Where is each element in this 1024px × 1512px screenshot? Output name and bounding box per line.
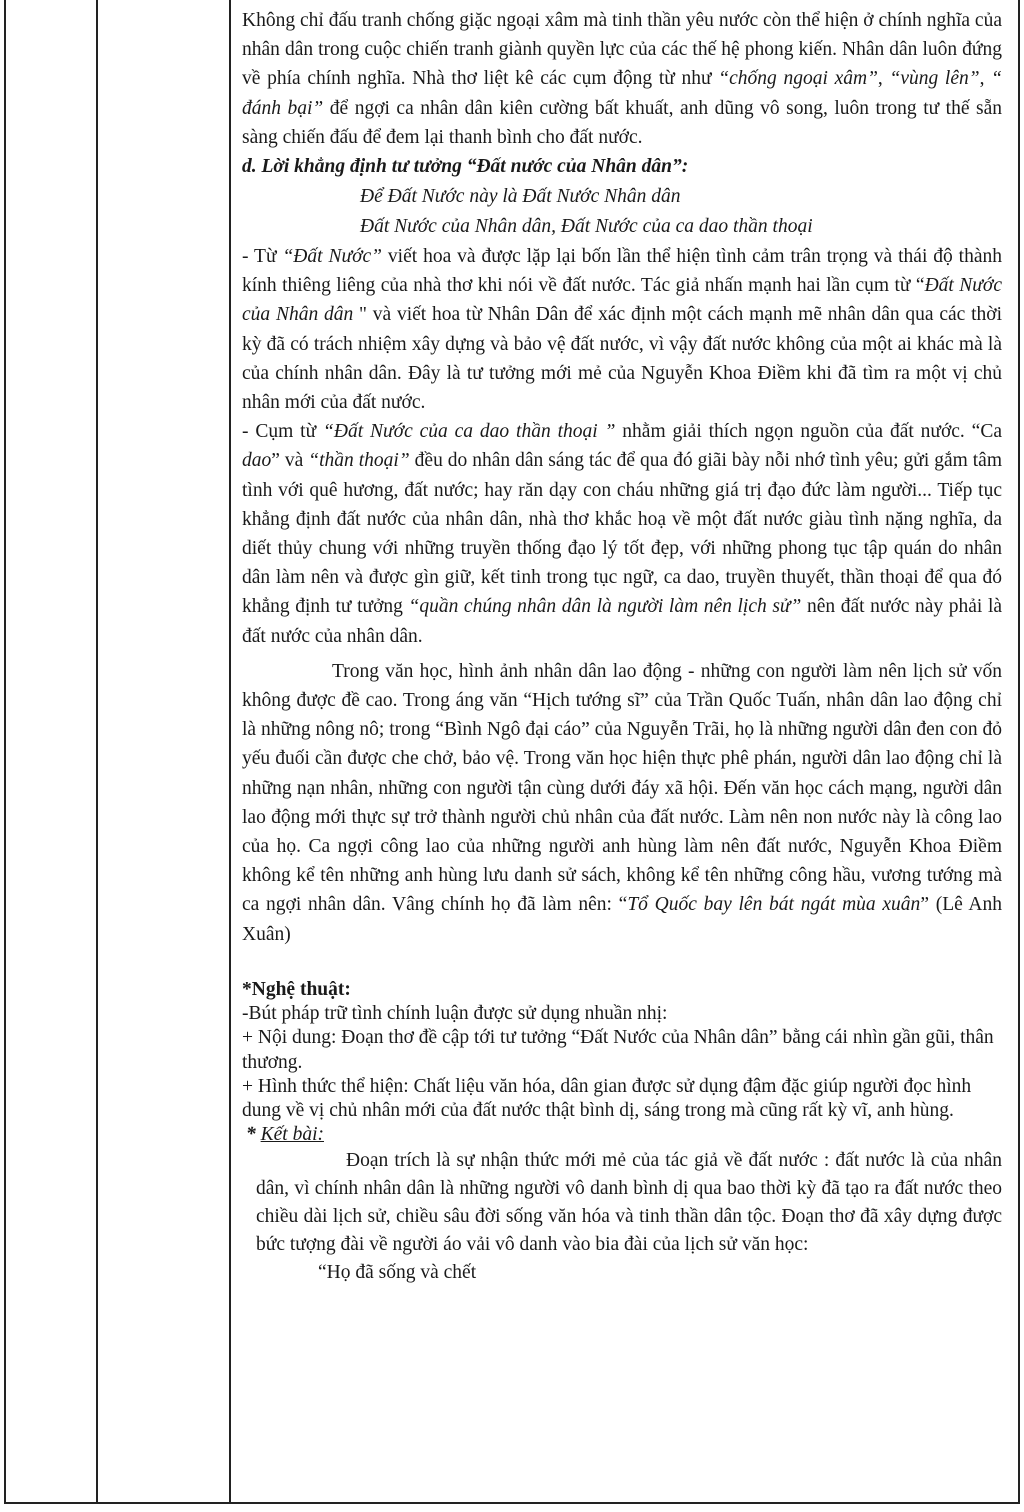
column-divider-2 — [229, 0, 231, 1504]
content-cell — [242, 6, 1002, 1287]
conclusion-paragraph: Đoạn trích là sự nhận thức mới mẻ của tác giả về đất nước : đất nước là của nhân dân, vì chính nhân dân là những người vô danh bình dị qua bao thời kỳ đã tạo ra đất nước theo chiều dài lịch sử, chiều sâu đời sống văn hóa và tinh thần dân tộc. Đoạn thơ đã xây dựng được bức tượng đài về người áo vải vô danh vào bia đài của lịch sử văn học: — [256, 1150, 1002, 1256]
art-line-1: -Bút pháp trữ tình chính luận được sử dụng nhuần nhị: — [242, 1003, 668, 1025]
verse-line-1: Để Đất Nước này là Đất Nước Nhân dân — [360, 186, 681, 208]
paragraph-dat-nuoc: - Từ “Đất Nước” viết hoa và được lặp lại bốn lần thể hiện tình cảm trân trọng và thái độ thành kính thiêng liêng của nhà thơ khi nói về đất nước. Tác giả nhấn mạnh hai lần cụm từ “Đất Nước của Nhân dân " và viết hoa từ Nhân Dân để xác định một cách mạnh mẽ nhân dân qua các thời kỳ đã có trách nhiệm xây dựng và bảo vệ đất nước, vì vậy đất nước không của một ai khác mà là của chính nhân dân. Đây là tư tưởng mới mẻ của Nguyễn Khoa Điềm khi đã tìm ra một vị chủ nhân mới của đất nước. — [242, 246, 1002, 414]
art-heading: *Nghệ thuật: — [242, 978, 351, 1000]
art-line-3: + Hình thức thể hiện: Chất liệu văn hóa, dân gian được sử dụng đậm đặc giúp người đọc hình dung về vị chủ nhân mới của đất nước thật bình dị, sáng trong mà cũng rất kỳ vĩ, anh hùng. — [242, 1075, 972, 1121]
conclusion-heading: * Kết bài: — [246, 1124, 324, 1146]
section-heading-d: d. Lời khẳng định tư tưởng “Đất nước của Nhân dân”: — [242, 156, 689, 178]
verse-line-2: Đất Nước của Nhân dân, Đất Nước của ca dao thần thoại — [360, 216, 813, 238]
conclusion-block — [242, 1147, 1002, 1287]
spacer — [242, 949, 1002, 978]
paragraph-literature: Trong văn học, hình ảnh nhân dân lao động - những con người làm nên lịch sử vốn không được đề cao. Trong áng văn “Hịch tướng sĩ” của Trần Quốc Tuấn, nhân dân lao động chỉ là những nông nô; trong “Bình Ngô đại cáo” của Nguyễn Trãi, họ là những người dân đen con đỏ yếu đuối cần được che chở, bảo vệ. Trong văn học hiện thực phê phán, người dân lao động chỉ là những nạn nhân, những con người tận cùng dưới đáy xã hội. Đến văn học cách mạng, người dân lao động mới thực sự trở thành người chủ nhân của đất nước. Làm nên non nước này là công lao của họ. Ca ngợi công lao của những người anh hùng làm nên đất nước, Nguyễn Khoa Điềm không kể tên những anh hùng lưu danh sử sách, không kể tên những công hầu, vương tướng mà ca ngợi nhân dân. Vâng chính họ đã làm nên: “Tổ Quốc bay lên bát ngát mùa xuân” (Lê Anh Xuân) — [242, 660, 1002, 945]
paragraph-ca-dao: - Cụm từ “Đất Nước của ca dao thần thoại ” nhằm giải thích ngọn nguồn của đất nước. “Ca dao” và “thần thoại” đều do nhân dân sáng tác để qua đó giãi bày nỗi nhớ tình yêu; gửi gắm tâm tình với quê hương, đất nước; hay răn dạy con cháu những giá trị đạo đức làm người... Tiếp tục khẳng định đất nước của nhân dân, nhà thơ khắc hoạ về một đất nước giàu tình nặng nghĩa, da diết thủy chung với những truyền thống đạo lý tốt đẹp, với những phong tục tập quán do nhân dân làm nên và được gìn giữ, kết tinh trong tục ngữ, ca dao, truyền thuyết, thần thoại để qua đó khẳng định tư tưởng “quần chúng nhân dân là người làm nên lịch sử” nên đất nước này phải là đất nước của nhân dân. — [242, 421, 1003, 647]
conclusion-quote: “Họ đã sống và chết — [318, 1262, 477, 1284]
column-divider-1 — [96, 0, 98, 1504]
art-line-2: + Nội dung: Đoạn thơ đề cập tới tư tưởng “Đất Nước của Nhân dân” bằng cái nhìn gần gũi, thân thương. — [242, 1027, 994, 1073]
paragraph-patriotism: Không chỉ đấu tranh chống giặc ngoại xâm mà tinh thần yêu nước còn thể hiện ở chính nghĩa của nhân dân trong cuộc chiến tranh giành quyền lực của các thế hệ phong kiến. Nhân dân luôn đứng về phía chính nghĩa. Nhà thơ liệt kê các cụm động từ như “chống ngoại xâm”, “vùng lên”, “ đánh bại” để ngợi ca nhân dân kiên cường bất khuất, anh dũng vô song, luôn trong tư thế sẵn sàng chiến đấu để đem lại thanh bình cho đất nước. — [242, 10, 1003, 148]
